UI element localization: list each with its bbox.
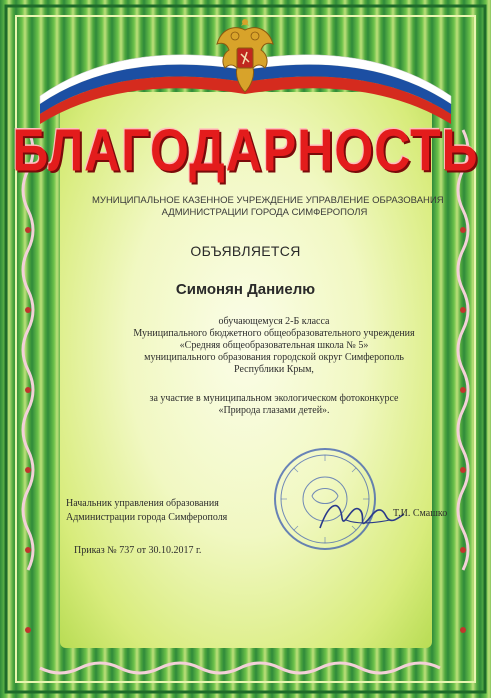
detail-line: Республики Крым,: [234, 364, 314, 375]
organization-name: [92, 195, 444, 219]
reason-line: «Природа глазами детей».: [218, 405, 330, 416]
org-line-1: МУНИЦИПАЛЬНОЕ КАЗЕННОЕ УЧРЕЖДЕНИЕ УПРАВЛЕНИЕ ОБРАЗОВАНИЯ: [92, 195, 444, 206]
signer-title: [66, 497, 227, 525]
recipient-name: Симонян Даниелю: [175, 281, 316, 298]
signer-line-2: Администрации города Симферополя: [66, 512, 228, 523]
detail-line: обучающемуся 2-Б класса: [218, 316, 330, 327]
coat-of-arms-icon: [213, 14, 277, 100]
announce-heading: ОБЪЯВЛЯЕТСЯ: [190, 243, 301, 259]
detail-line: «Средняя общеобразовательная школа № 5»: [179, 340, 369, 351]
detail-line: Муниципального бюджетного общеобразовательного учреждения: [133, 328, 415, 339]
detail-line: муниципального образования городской округ Симферополь: [144, 352, 404, 363]
signer-line-1: Начальник управления образования: [66, 498, 219, 509]
signer-name: Т.И. Смашко: [393, 508, 448, 519]
award-reason: [104, 393, 444, 417]
recipient-details: [104, 316, 444, 376]
order-reference: Приказ № 737 от 30.10.2017 г.: [74, 545, 202, 556]
org-line-2: АДМИНИСТРАЦИИ ГОРОДА СИМФЕРОПОЛЯ: [161, 207, 368, 218]
reason-line: за участие в муниципальном экологическом фотоконкурсе: [149, 393, 399, 404]
certificate-title: БЛАГОДАРНОСТЬ: [12, 117, 479, 184]
